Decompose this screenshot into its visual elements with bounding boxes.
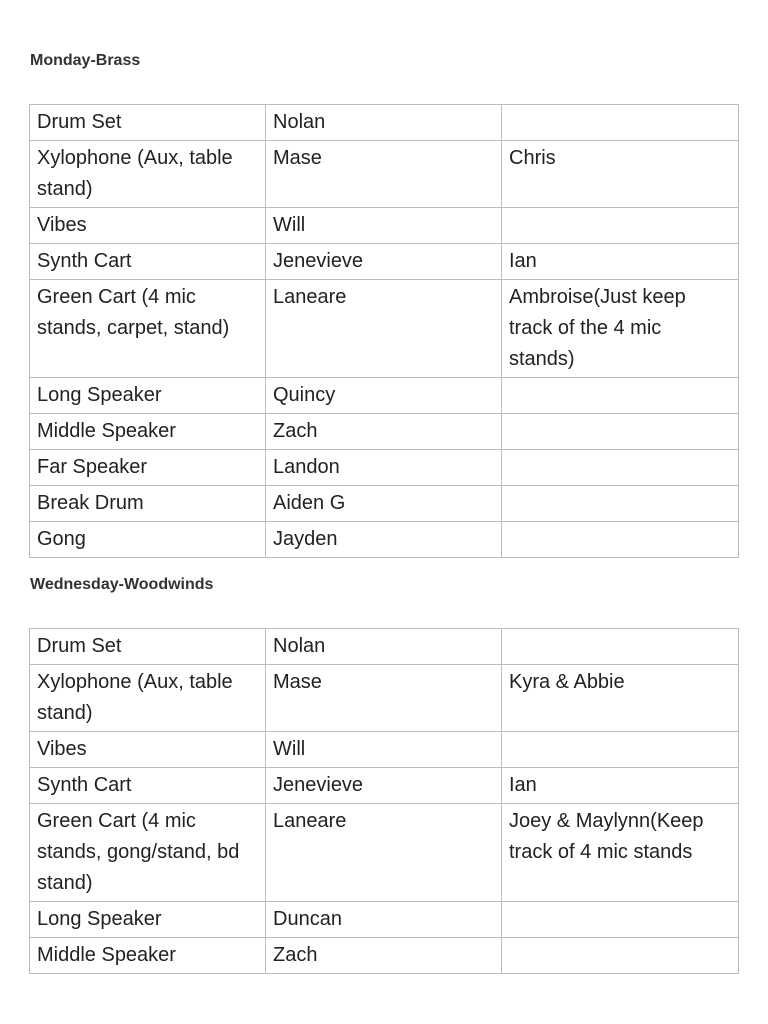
helper-cell [502, 629, 739, 665]
section-title-monday: Monday-Brass [30, 52, 141, 69]
equipment-cell: Synth Cart [30, 244, 266, 280]
helper-cell [502, 414, 739, 450]
equipment-cell: Break Drum [30, 486, 266, 522]
assignee-cell: Aiden G [266, 486, 502, 522]
helper-cell: Ian [502, 244, 739, 280]
equipment-cell: Green Cart (4 mic stands, carpet, stand) [30, 280, 266, 378]
assignee-cell: Mase [266, 665, 502, 732]
assignee-cell: Jenevieve [266, 768, 502, 804]
table-row [30, 244, 739, 280]
helper-cell [502, 732, 739, 768]
table-row [30, 280, 739, 378]
table-row [30, 522, 739, 558]
table-row [30, 450, 739, 486]
helper-cell: Ian [502, 768, 739, 804]
helper-cell [502, 105, 739, 141]
equipment-cell: Vibes [30, 208, 266, 244]
helper-cell: Chris [502, 141, 739, 208]
roster-table-wednesday [29, 628, 739, 974]
equipment-cell: Far Speaker [30, 450, 266, 486]
helper-cell [502, 522, 739, 558]
table-row [30, 378, 739, 414]
section-title-wednesday: Wednesday-Woodwinds [30, 576, 214, 593]
assignee-cell: Will [266, 732, 502, 768]
equipment-cell: Drum Set [30, 105, 266, 141]
equipment-cell: Drum Set [30, 629, 266, 665]
equipment-cell: Xylophone (Aux, table stand) [30, 665, 266, 732]
table-row [30, 486, 739, 522]
table-row [30, 141, 739, 208]
table-row [30, 105, 739, 141]
assignee-cell: Quincy [266, 378, 502, 414]
helper-cell: Joey & Maylynn(Keep track of 4 mic stands [502, 804, 739, 902]
assignee-cell: Zach [266, 414, 502, 450]
assignee-cell: Nolan [266, 105, 502, 141]
equipment-cell: Middle Speaker [30, 414, 266, 450]
roster-table-monday [29, 104, 739, 558]
assignee-cell: Laneare [266, 804, 502, 902]
table-row [30, 732, 739, 768]
equipment-cell: Xylophone (Aux, table stand) [30, 141, 266, 208]
helper-cell [502, 938, 739, 974]
equipment-cell: Vibes [30, 732, 266, 768]
table-row [30, 938, 739, 974]
table-row [30, 208, 739, 244]
assignee-cell: Laneare [266, 280, 502, 378]
assignee-cell: Will [266, 208, 502, 244]
helper-cell: Kyra & Abbie [502, 665, 739, 732]
assignee-cell: Jayden [266, 522, 502, 558]
assignee-cell: Zach [266, 938, 502, 974]
table-row [30, 665, 739, 732]
equipment-cell: Long Speaker [30, 902, 266, 938]
equipment-cell: Gong [30, 522, 266, 558]
table-row [30, 902, 739, 938]
assignee-cell: Duncan [266, 902, 502, 938]
helper-cell [502, 902, 739, 938]
helper-cell [502, 486, 739, 522]
helper-cell: Ambroise(Just keep track of the 4 mic stands) [502, 280, 739, 378]
equipment-cell: Synth Cart [30, 768, 266, 804]
assignee-cell: Landon [266, 450, 502, 486]
assignee-cell: Mase [266, 141, 502, 208]
table-row [30, 768, 739, 804]
assignee-cell: Nolan [266, 629, 502, 665]
equipment-cell: Middle Speaker [30, 938, 266, 974]
table-row [30, 804, 739, 902]
table-row [30, 414, 739, 450]
table-row [30, 629, 739, 665]
equipment-cell: Long Speaker [30, 378, 266, 414]
helper-cell [502, 450, 739, 486]
helper-cell [502, 378, 739, 414]
assignee-cell: Jenevieve [266, 244, 502, 280]
helper-cell [502, 208, 739, 244]
equipment-cell: Green Cart (4 mic stands, gong/stand, bd stand) [30, 804, 266, 902]
